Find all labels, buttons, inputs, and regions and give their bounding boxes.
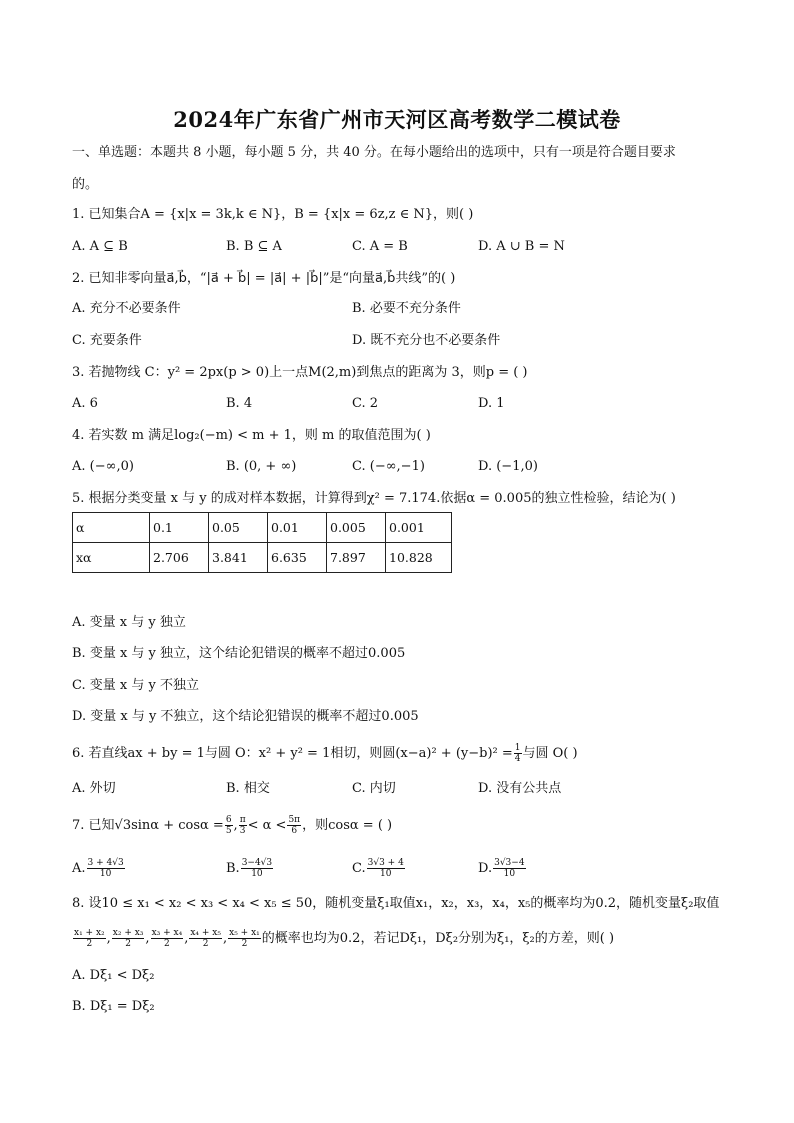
fraction-denominator: 10 — [251, 869, 263, 879]
question-8-stem: 8. 设10 ≤ x₁ < x₂ < x₃ < x₄ < x₅ ≤ 50，随机变量ξ₁取值x₁，x₂，x₃，x₄，x₅的概率均为0.2，随机变量ξ₂取值 — [72, 896, 720, 911]
table-row — [73, 543, 452, 573]
fraction-numerator: x₂ + x₃ — [112, 928, 144, 938]
q8-fraction — [228, 928, 261, 949]
q2-option-d: D. 既不充分也不必要条件 — [352, 333, 501, 348]
fraction-numerator: 3√3 + 4 — [367, 858, 404, 868]
fraction-numerator: x₁ + x₂ — [74, 928, 105, 938]
fraction-denominator: 2 — [125, 939, 131, 949]
question-7-stem — [72, 815, 392, 836]
q7-inequality: < α < — [247, 818, 287, 833]
q7-option-b — [226, 858, 274, 879]
table-cell: 7.897 — [327, 543, 386, 573]
fraction-numerator: 1 — [514, 743, 521, 753]
fraction-numerator: 5π — [288, 815, 301, 825]
q7-separator: , — [233, 818, 238, 833]
q4-option-c: C. (−∞,−1) — [352, 459, 425, 474]
table-cell: xα — [73, 543, 150, 573]
table-cell: 3.841 — [209, 543, 268, 573]
q6-fraction — [514, 743, 522, 764]
table-cell: 2.706 — [150, 543, 209, 573]
option-label: B. — [226, 861, 240, 876]
q5-option-b: B. 变量 x 与 y 独立，这个结论犯错误的概率不超过0.005 — [72, 646, 406, 661]
fraction-denominator: 5 — [225, 826, 232, 836]
fraction-denominator: 4 — [514, 754, 521, 764]
fraction-numerator: x₅ + x₁ — [229, 928, 260, 938]
q5-option-d: D. 变量 x 与 y 不独立，这个结论犯错误的概率不超过0.005 — [72, 709, 419, 724]
critical-value-table — [72, 512, 452, 573]
q7-option-d — [478, 858, 527, 879]
q5-option-c: C. 变量 x 与 y 不独立 — [72, 678, 199, 693]
question-6-stem — [72, 743, 578, 764]
question-3-stem: 3. 若抛物线 C：y² = 2px(p > 0)上一点M(2,m)到焦点的距离为 3，则p = ( ) — [72, 365, 528, 380]
fraction-denominator: 2 — [164, 939, 170, 949]
fraction-denominator: 10 — [379, 869, 392, 879]
fraction-numerator: 6 — [225, 815, 232, 825]
fraction-denominator: 10 — [99, 869, 112, 879]
question-1-stem: 1. 已知集合A = {x|x = 3k,k ∈ N}，B = {x|x = 6z,z ∈ N}，则( ) — [72, 207, 474, 222]
fraction-denominator: 2 — [241, 939, 248, 949]
q7-fraction-value — [225, 815, 233, 836]
q6-option-b: B. 相交 — [226, 781, 270, 796]
table-cell: α — [73, 513, 150, 543]
q1-option-d: D. A ∪ B = N — [478, 239, 565, 254]
q7-stem-part-a: 7. 已知√3sinα + cosα = — [72, 818, 224, 833]
question-8-stem-cont: $\frac{\text{x₁ + x₂}}{2}$ , $\frac{\text{x₂ + x₃}}{2}$ , $\frac{\text{x₃ + x₄}}{2}$ , $\frac{\text{x₄ + x₅}}{2}$ , $\frac{\text{x₅ + x₁}}{2}$ 的概率也均为0.2，若记Dξ₁，Dξ₂分别为ξ₁，ξ₂的方差，则( ) — [74, 928, 615, 949]
question-2-stem: 2. 已知非零向量a⃗,b⃗，“|a⃗ + b⃗| = |a⃗| + |b⃗|”是“向量a⃗,b⃗共线”的( ) — [72, 271, 456, 286]
fraction-denominator: 2 — [202, 939, 209, 949]
q3-option-a: A. 6 — [72, 396, 98, 411]
q6-option-c: C. 内切 — [352, 781, 396, 796]
option-label: D. — [478, 861, 493, 876]
q8-fraction — [112, 928, 145, 949]
q7-fraction-upper — [287, 815, 301, 836]
option-fraction — [241, 858, 273, 879]
q1-option-a: A. A ⊆ B — [72, 239, 128, 254]
q6-stem-part-a: 6. 若直线ax + by = 1与圆 O：x² + y² = 1相切，则圆(x−a)² + (y−b)² = — [72, 746, 513, 761]
fraction-numerator: x₄ + x₅ — [190, 928, 221, 938]
q2-option-b: B. 必要不充分条件 — [352, 301, 461, 316]
q1-option-b: B. B ⊆ A — [226, 239, 282, 254]
question-4-stem: 4. 若实数 m 满足log₂(−m) < m + 1，则 m 的取值范围为( ) — [72, 428, 431, 443]
fraction-numerator: 3√3−4 — [494, 858, 525, 868]
fraction-denominator: 3 — [239, 826, 246, 836]
table-cell: 0.05 — [209, 513, 268, 543]
question-5-stem: 5. 根据分类变量 x 与 y 的成对样本数据，计算得到χ² = 7.174.依据α = 0.005的独立性检验，结论为( ) — [72, 491, 676, 506]
q7-option-c — [352, 858, 406, 879]
q8-fraction — [73, 928, 106, 949]
q8-option-b: B. Dξ₁ = Dξ₂ — [72, 999, 155, 1014]
option-fraction — [493, 858, 525, 879]
fraction-numerator: π — [239, 815, 246, 825]
option-fraction — [367, 858, 405, 879]
q3-option-b: B. 4 — [226, 396, 253, 411]
table-row — [73, 513, 452, 543]
table-cell: 10.828 — [386, 543, 452, 573]
table-cell: 0.001 — [386, 513, 452, 543]
q6-stem-part-b: 与圆 O( ) — [522, 746, 578, 761]
page-title: 2024年广东省广州市天河区高考数学二模试卷 — [173, 107, 621, 132]
fraction-numerator: 3 + 4√3 — [87, 858, 124, 868]
q7-fraction-lower — [239, 815, 247, 836]
option-label: A. — [72, 861, 86, 876]
fraction-numerator: x₃ + x₄ — [151, 928, 183, 938]
q7-stem-part-b: ，则cosα = ( ) — [302, 818, 393, 833]
table-cell: 6.635 — [268, 543, 327, 573]
section-heading: 一、单选题：本题共 8 小题，每小题 5 分，共 40 分。在每小题给出的选项中，只有一项是符合题目要求 — [72, 145, 676, 160]
q5-option-a: A. 变量 x 与 y 独立 — [72, 615, 186, 630]
q4-option-d: D. (−1,0) — [478, 459, 538, 474]
q4-option-b: B. (0, + ∞) — [226, 459, 297, 474]
q6-option-d: D. 没有公共点 — [478, 781, 562, 796]
q3-option-c: C. 2 — [352, 396, 379, 411]
q4-option-a: A. (−∞,0) — [72, 459, 134, 474]
q6-option-a: A. 外切 — [72, 781, 116, 796]
table-cell: 0.1 — [150, 513, 209, 543]
section-heading-cont: 的。 — [72, 177, 99, 192]
q8-option-a: A. Dξ₁ < Dξ₂ — [72, 968, 155, 983]
fraction-denominator: 2 — [86, 939, 93, 949]
q2-option-a: A. 充分不必要条件 — [72, 301, 181, 316]
q7-option-a — [72, 858, 126, 879]
option-fraction — [87, 858, 125, 879]
fraction-numerator: 3−4√3 — [241, 858, 273, 868]
q3-option-d: D. 1 — [478, 396, 505, 411]
q1-option-c: C. A = B — [352, 239, 408, 254]
q8-fraction — [189, 928, 222, 949]
q2-option-c: C. 充要条件 — [72, 333, 142, 348]
fraction-denominator: 6 — [291, 826, 298, 836]
option-label: C. — [352, 861, 366, 876]
fraction-denominator: 10 — [503, 869, 516, 879]
q8-fraction — [151, 928, 184, 949]
table-cell: 0.005 — [327, 513, 386, 543]
q8-stem-tail: 的概率也均为0.2，若记Dξ₁，Dξ₂分别为ξ₁，ξ₂的方差，则( ) — [261, 931, 615, 946]
table-cell: 0.01 — [268, 513, 327, 543]
